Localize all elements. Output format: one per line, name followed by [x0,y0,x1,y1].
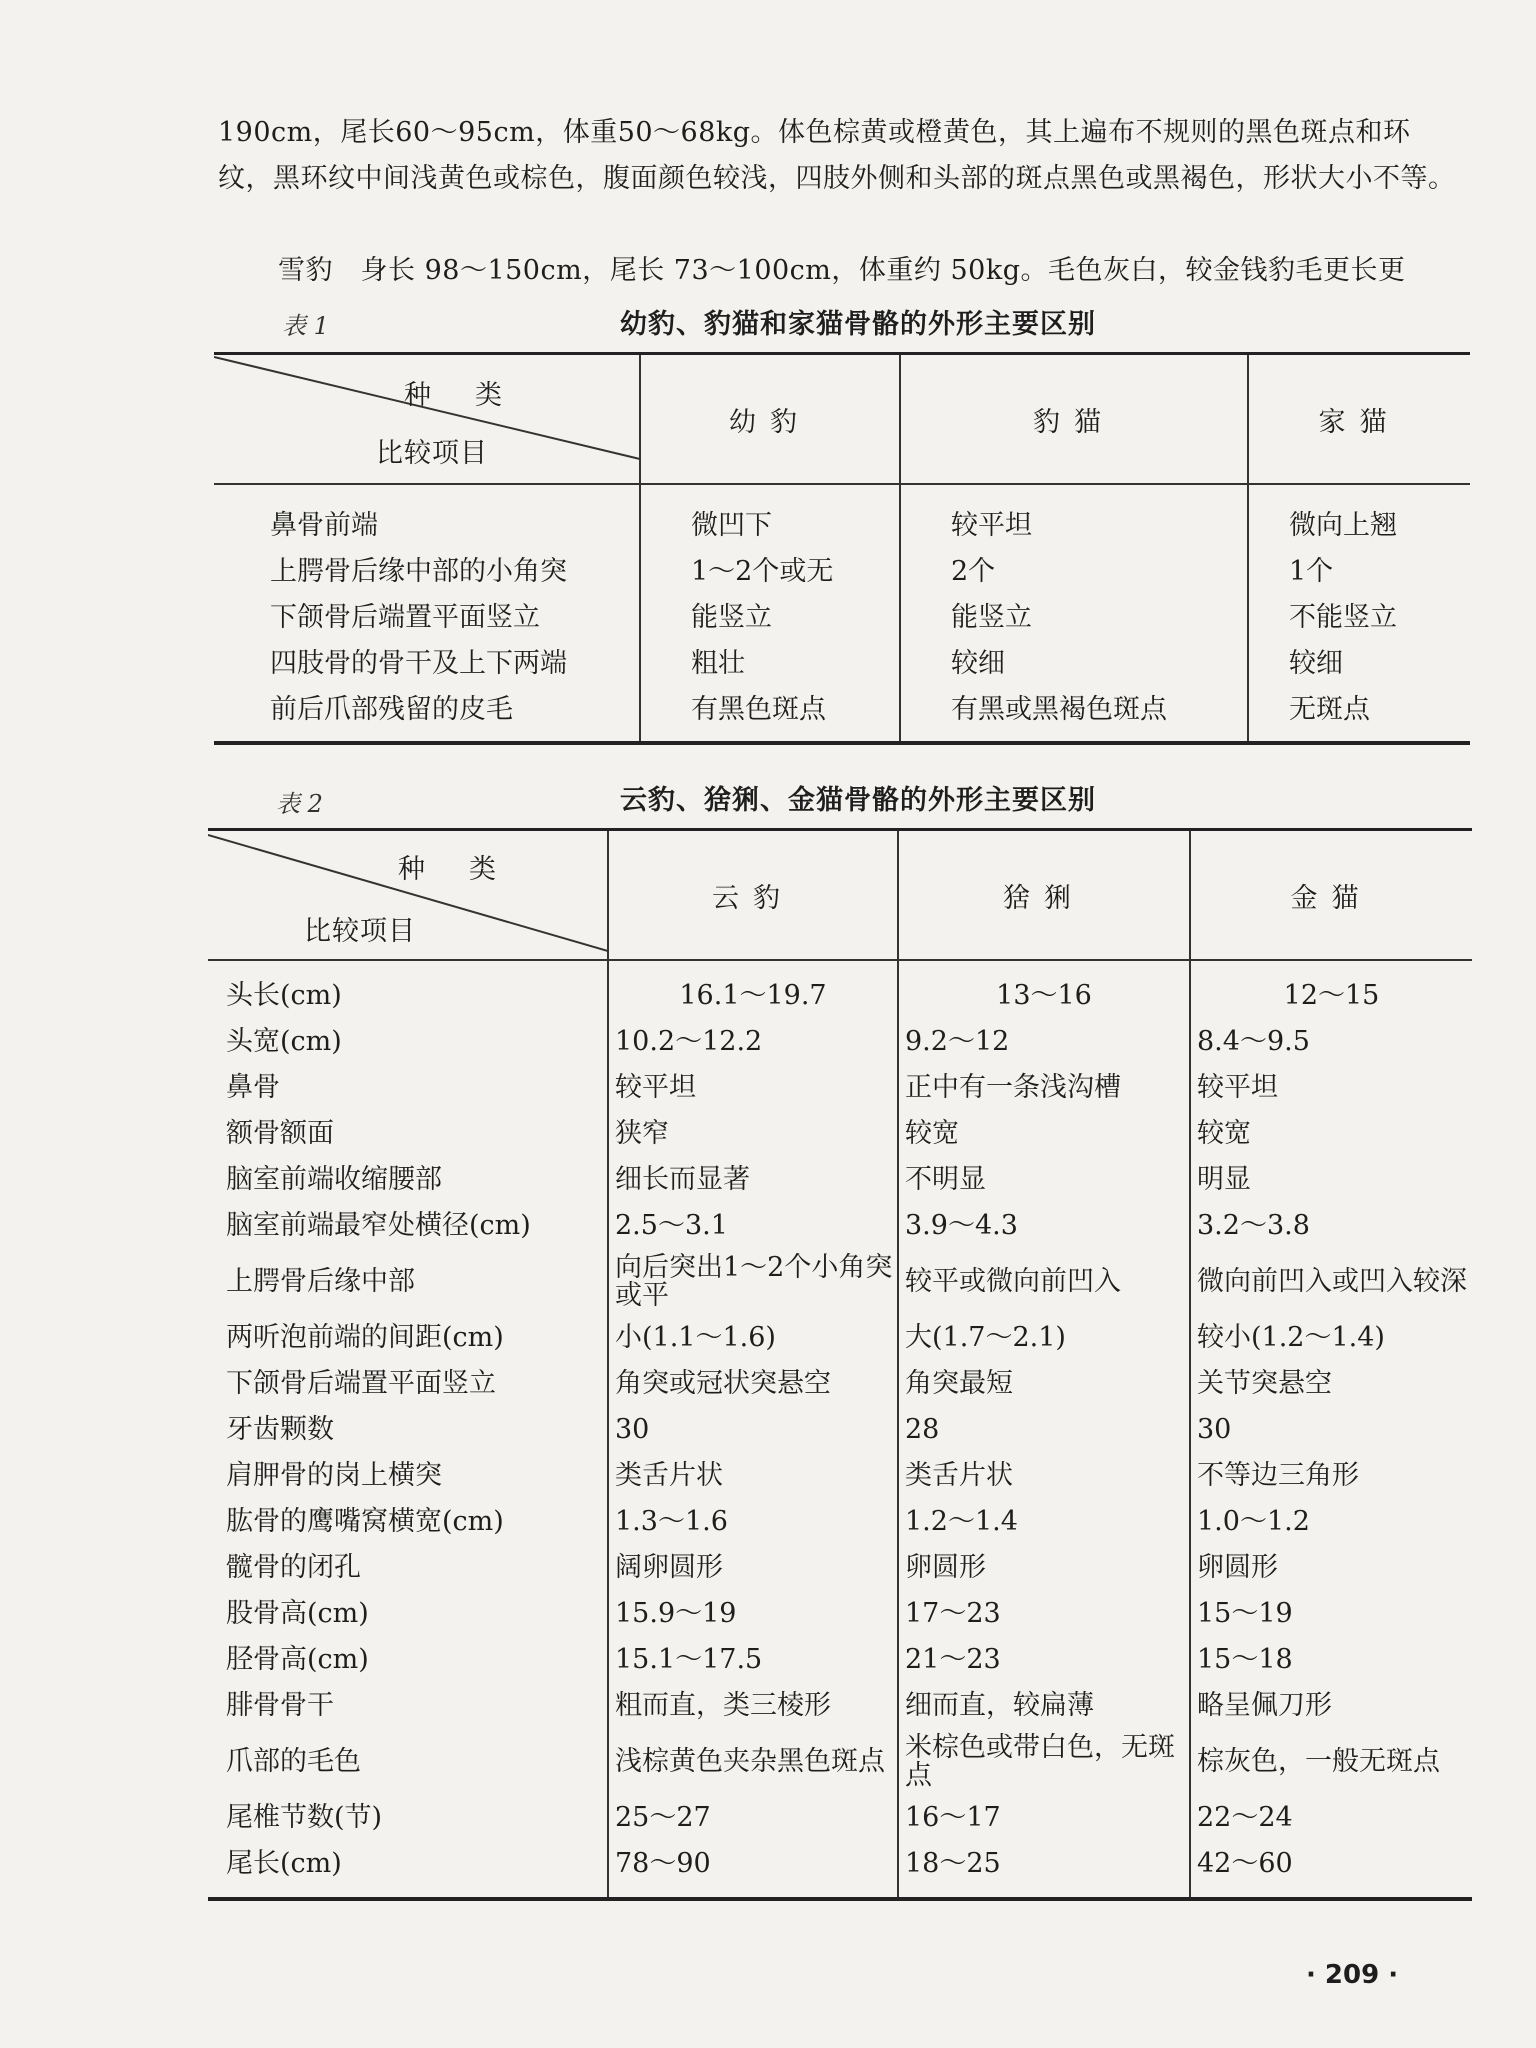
row-item: 下颌骨后端置平面竖立 [226,1368,496,1399]
cell-value: 有黑色斑点 [640,683,900,743]
cell-value: 向后突出1～2个小角突或平 [608,1249,898,1315]
table-row [208,1683,1472,1729]
cell-value: 2个 [900,545,1248,591]
table2-col-header: 金猫 [1190,830,1472,961]
row-item: 胫骨高(cm) [226,1644,369,1675]
table2-header-row [208,830,1472,961]
cell-value: 不等边三角形 [1190,1453,1472,1499]
row-item: 鼻骨 [226,1072,280,1103]
cell-value: 卵圆形 [1190,1545,1472,1591]
table1-col-header: 家猫 [1248,354,1470,485]
cell-value: 3.2～3.8 [1190,1203,1472,1249]
cell-value: 16.1～19.7 [608,960,898,1019]
table-row [208,1249,1472,1315]
cell-value: 较平坦 [1190,1065,1472,1111]
cell-value: 阔卵圆形 [608,1545,898,1591]
cell-value: 不明显 [898,1157,1190,1203]
cell-value: 3.9～4.3 [898,1203,1190,1249]
cell-value: 18～25 [898,1841,1190,1899]
cell-value: 较平坦 [900,484,1248,545]
corner-kind-label: 种类 [398,854,540,885]
cell-value: 浅棕黄色夹杂黑色斑点 [608,1729,898,1795]
table1-label: 表 1 [282,312,329,340]
corner-item-label: 比较项目 [376,438,488,469]
cell-value: 略呈佩刀形 [1190,1683,1472,1729]
table2-corner-cell [208,830,608,961]
table-row [208,1453,1472,1499]
cell-value: 15～19 [1190,1591,1472,1637]
cell-value: 9.2～12 [898,1019,1190,1065]
row-item: 额骨额面 [226,1118,334,1149]
row-item: 两听泡前端的间距(cm) [226,1322,504,1353]
cell-value: 较宽 [898,1111,1190,1157]
cell-value: 无斑点 [1248,683,1470,743]
row-item: 头长(cm) [226,980,342,1011]
row-item: 脑室前端收缩腰部 [226,1164,442,1195]
cell-value: 卵圆形 [898,1545,1190,1591]
cell-value: 米棕色或带白色，无斑点 [898,1729,1190,1795]
cell-value: 能竖立 [640,591,900,637]
cell-value: 细而直，较扁薄 [898,1683,1190,1729]
table-row [208,1591,1472,1637]
table-row [208,1111,1472,1157]
row-item: 鼻骨前端 [270,509,378,541]
cell-value: 12～15 [1190,960,1472,1019]
cell-value: 有黑或黑褐色斑点 [900,683,1248,743]
table-row [208,1203,1472,1249]
row-item: 股骨高(cm) [226,1598,369,1629]
cell-value: 15.1～17.5 [608,1637,898,1683]
table-row [208,1361,1472,1407]
cell-value: 较宽 [1190,1111,1472,1157]
row-item: 下颌骨后端置平面竖立 [270,601,540,633]
cell-value: 能竖立 [900,591,1248,637]
row-item: 尾长(cm) [226,1848,342,1879]
body-paragraph-snow-leopard: 雪豹 身长 98～150cm，尾长 73～100cm，体重约 50kg。毛色灰白，较金钱豹毛更长更 [278,255,1406,286]
cell-value: 1.2～1.4 [898,1499,1190,1545]
corner-kind-label: 种类 [404,380,546,411]
table2-col-header: 云豹 [608,830,898,961]
table-row [208,1407,1472,1453]
table-row [208,960,1472,1019]
cell-value: 狭窄 [608,1111,898,1157]
table1-header-row [214,354,1470,485]
cell-value: 17～23 [898,1591,1190,1637]
cell-value: 关节突悬空 [1190,1361,1472,1407]
table-row [208,1065,1472,1111]
cell-value: 15～18 [1190,1637,1472,1683]
cell-value: 棕灰色，一般无斑点 [1190,1729,1472,1795]
cell-value: 类舌片状 [898,1453,1190,1499]
body-paragraph: 190cm，尾长60～95cm，体重50～68kg。体色棕黄或橙黄色，其上遍布不规则的黑色斑点和环纹，黑环纹中间浅黄色或棕色，腹面颜色较浅，四肢外侧和头部的斑点黑色或黑褐色，形状大小不等。 [218,117,1456,194]
table2 [208,828,1472,1901]
table-row [214,545,1470,591]
cell-value: 25～27 [608,1795,898,1841]
row-item: 爪部的毛色 [226,1746,361,1777]
table2-title: 云豹、猞猁、金猫骨骼的外形主要区别 [620,785,1096,816]
row-item: 牙齿颗数 [226,1414,334,1445]
cell-value: 10.2～12.2 [608,1019,898,1065]
cell-value: 30 [1190,1407,1472,1453]
cell-value: 13～16 [898,960,1190,1019]
corner-item-label: 比较项目 [304,916,416,947]
table-row [208,1795,1472,1841]
cell-value: 较平或微向前凹入 [898,1249,1190,1315]
table-row [208,1545,1472,1591]
cell-value: 微向上翘 [1248,484,1470,545]
row-item: 前后爪部残留的皮毛 [270,693,513,725]
table-row [208,1499,1472,1545]
cell-value: 15.9～19 [608,1591,898,1637]
row-item: 头宽(cm) [226,1026,342,1057]
table1-title: 幼豹、豹猫和家猫骨骼的外形主要区别 [620,309,1096,340]
cell-value: 较小(1.2～1.4) [1190,1315,1472,1361]
cell-value: 角突或冠状突悬空 [608,1361,898,1407]
cell-value: 粗而直，类三棱形 [608,1683,898,1729]
cell-value: 粗壮 [640,637,900,683]
cell-value: 微凹下 [640,484,900,545]
cell-value: 微向前凹入或凹入较深 [1190,1249,1472,1315]
table-row [214,683,1470,743]
row-item: 上腭骨后缘中部 [226,1266,415,1297]
row-item: 肩胛骨的岗上横突 [226,1460,442,1491]
row-item: 尾椎节数(节) [226,1802,383,1833]
table2-label: 表 2 [276,790,323,818]
cell-value: 较细 [1248,637,1470,683]
cell-value: 不能竖立 [1248,591,1470,637]
table-row [214,591,1470,637]
cell-value: 28 [898,1407,1190,1453]
cell-value: 1～2个或无 [640,545,900,591]
cell-value: 1.3～1.6 [608,1499,898,1545]
table2-col-header: 猞猁 [898,830,1190,961]
table-row [208,1841,1472,1899]
row-item: 上腭骨后缘中部的小角突 [270,555,567,587]
cell-value: 21～23 [898,1637,1190,1683]
table-row [208,1315,1472,1361]
cell-value: 2.5～3.1 [608,1203,898,1249]
table1-corner-cell [214,354,640,485]
page-number: · 209 · [1306,1960,1399,1990]
row-item: 四肢骨的骨干及上下两端 [270,647,567,679]
table-row [208,1637,1472,1683]
cell-value: 类舌片状 [608,1453,898,1499]
cell-value: 78～90 [608,1841,898,1899]
cell-value: 大(1.7～2.1) [898,1315,1190,1361]
cell-value: 22～24 [1190,1795,1472,1841]
cell-value: 小(1.1～1.6) [608,1315,898,1361]
table1-col-header: 豹猫 [900,354,1248,485]
cell-value: 8.4～9.5 [1190,1019,1472,1065]
cell-value: 16～17 [898,1795,1190,1841]
table-row [208,1729,1472,1795]
row-item: 腓骨骨干 [226,1690,334,1721]
cell-value: 正中有一条浅沟槽 [898,1065,1190,1111]
cell-value: 较平坦 [608,1065,898,1111]
table1 [214,352,1470,745]
cell-value: 较细 [900,637,1248,683]
table1-col-header: 幼豹 [640,354,900,485]
cell-value: 角突最短 [898,1361,1190,1407]
table-row [214,484,1470,545]
row-item: 髋骨的闭孔 [226,1552,361,1583]
row-item: 肱骨的鹰嘴窝横宽(cm) [226,1506,504,1537]
table-row [214,637,1470,683]
cell-value: 30 [608,1407,898,1453]
cell-value: 1.0～1.2 [1190,1499,1472,1545]
table-row [208,1019,1472,1065]
table-row [208,1157,1472,1203]
cell-value: 1个 [1248,545,1470,591]
cell-value: 细长而显著 [608,1157,898,1203]
row-item: 脑室前端最窄处横径(cm) [226,1210,531,1241]
cell-value: 42～60 [1190,1841,1472,1899]
cell-value: 明显 [1190,1157,1472,1203]
